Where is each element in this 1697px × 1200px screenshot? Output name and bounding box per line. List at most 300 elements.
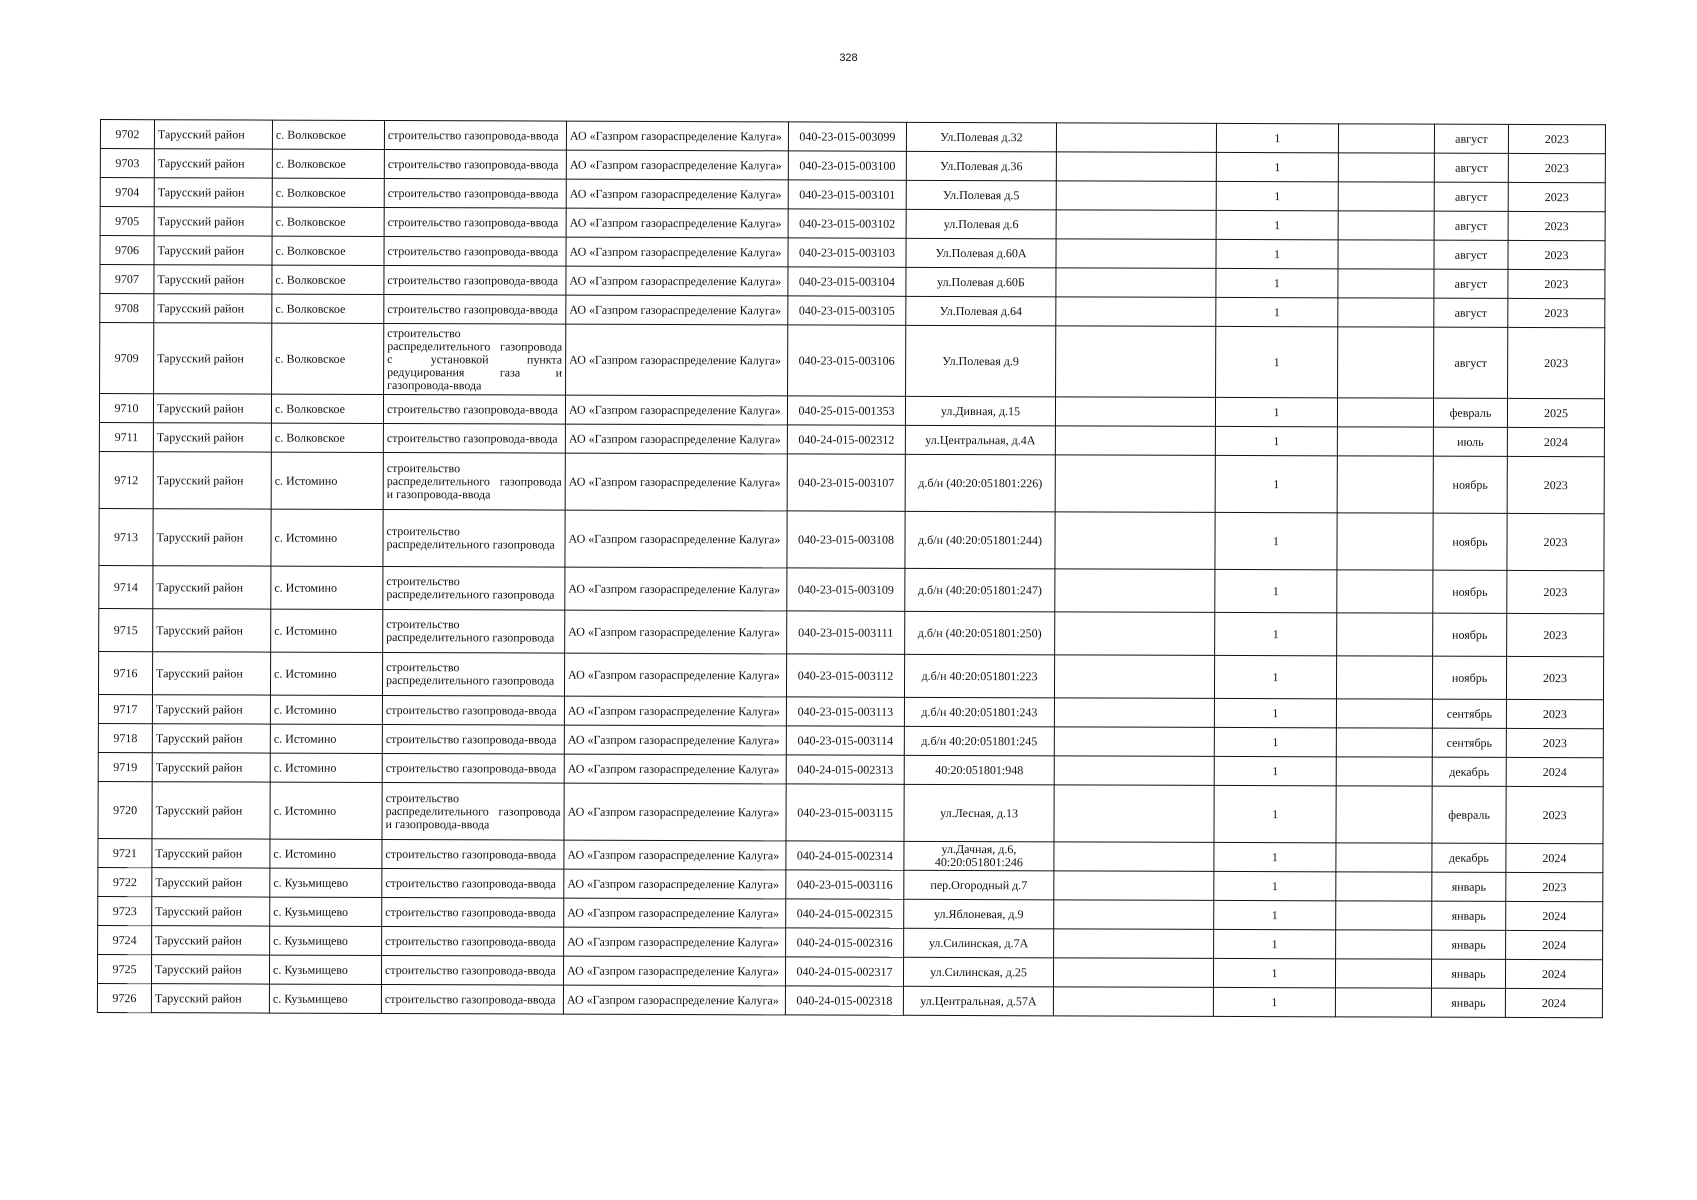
quantity-cell: 1 (1215, 455, 1337, 512)
month-cell: ноябрь (1433, 570, 1507, 613)
work-type-cell: строительство газопровода-ввода (384, 178, 566, 208)
quantity-cell: 1 (1214, 698, 1336, 727)
empty-cell (1338, 153, 1434, 182)
address-cell: д.б/н 40:20:051801:243 (904, 697, 1054, 727)
empty-cell (1054, 785, 1214, 843)
month-cell: февраль (1433, 398, 1507, 427)
year-cell: 2025 (1507, 398, 1604, 427)
quantity-cell: 1 (1214, 842, 1336, 871)
address-cell: Ул.Полевая д.5 (906, 180, 1056, 210)
district-cell: Тарусский район (151, 984, 269, 1013)
empty-cell (1056, 123, 1216, 153)
row-number: 9721 (98, 838, 152, 867)
district-cell: Тарусский район (154, 178, 272, 207)
quantity-cell: 1 (1216, 297, 1338, 326)
settlement-cell: с. Волковское (272, 120, 384, 149)
settlement-cell: с. Волковское (272, 178, 384, 207)
month-cell: сентябрь (1432, 699, 1506, 728)
work-type-cell: строительство газопровода-ввода (382, 695, 564, 725)
quantity-cell: 1 (1216, 123, 1338, 152)
address-cell: Ул.Полевая д.9 (906, 325, 1056, 397)
quantity-cell: 1 (1214, 929, 1336, 958)
month-cell: ноябрь (1433, 613, 1507, 656)
district-cell: Тарусский район (152, 695, 270, 724)
registry-code-cell: 040-24-015-002313 (786, 755, 904, 784)
settlement-cell: с. Волковское (271, 394, 383, 423)
year-cell: 2023 (1506, 728, 1603, 757)
quantity-cell: 1 (1215, 569, 1337, 612)
month-cell: июль (1433, 427, 1507, 456)
organization-cell: АО «Газпром газораспределение Калуга» (566, 121, 788, 151)
month-cell: январь (1431, 988, 1505, 1017)
empty-cell (1055, 569, 1215, 613)
organization-cell: АО «Газпром газораспределение Калуга» (565, 424, 787, 454)
district-cell: Тарусский район (154, 265, 272, 294)
district-cell: Тарусский район (152, 868, 270, 897)
empty-cell (1054, 698, 1214, 728)
settlement-cell: с. Кузьмищево (269, 955, 381, 984)
district-cell: Тарусский район (152, 926, 270, 955)
row-number: 9723 (98, 896, 152, 925)
address-cell: д.б/н (40:20:051801:247) (905, 568, 1055, 612)
quantity-cell: 1 (1214, 871, 1336, 900)
quantity-cell: 1 (1215, 426, 1337, 455)
address-cell: ул.Силинская, д.25 (903, 957, 1053, 987)
empty-cell (1338, 240, 1434, 269)
address-cell: ул.Яблоневая, д.9 (904, 899, 1054, 929)
settlement-cell: с. Истомино (270, 695, 382, 724)
row-number: 9717 (98, 694, 152, 723)
registry-code-cell: 040-23-015-003111 (787, 611, 905, 654)
organization-cell: АО «Газпром газораспределение Калуга» (564, 898, 786, 928)
work-type-cell: строительство газопровода-ввода (382, 839, 564, 869)
address-cell: Ул.Полевая д.60А (906, 238, 1056, 268)
work-type-cell: строительство газопровода-ввода (384, 149, 566, 179)
row-number: 9722 (98, 867, 152, 896)
organization-cell: АО «Газпром газораспределение Калуга» (564, 754, 786, 784)
empty-cell (1338, 211, 1434, 240)
work-type-cell: строительство газопровода-ввода (383, 394, 565, 424)
row-number: 9712 (99, 451, 153, 508)
registry-code-cell: 040-23-015-003116 (786, 870, 904, 899)
empty-cell (1338, 124, 1434, 153)
month-cell: август (1434, 327, 1508, 398)
year-cell: 2024 (1506, 843, 1603, 872)
month-cell: ноябрь (1433, 456, 1507, 513)
registry-code-cell: 040-23-015-003114 (786, 726, 904, 755)
quantity-cell: 1 (1214, 655, 1336, 698)
row-number: 9719 (98, 752, 152, 781)
empty-cell (1056, 239, 1216, 269)
page-number: 328 (839, 52, 858, 64)
organization-cell: АО «Газпром газораспределение Калуга» (566, 237, 788, 267)
empty-cell (1055, 397, 1215, 427)
settlement-cell: с. Волковское (272, 265, 384, 294)
registry-code-cell: 040-24-015-002316 (786, 928, 904, 957)
work-type-cell: строительство газопровода-ввода (384, 207, 566, 237)
settlement-cell: с. Истомино (270, 839, 382, 868)
table-row (99, 451, 1604, 513)
district-cell: Тарусский район (154, 207, 272, 236)
year-cell: 2023 (1506, 656, 1603, 699)
address-cell: д.б/н (40:20:051801:226) (905, 454, 1055, 512)
year-cell: 2023 (1508, 240, 1605, 269)
organization-cell: АО «Газпром газораспределение Калуга» (566, 324, 788, 396)
empty-cell (1337, 398, 1433, 427)
table-row (98, 781, 1603, 843)
settlement-cell: с. Истомино (270, 724, 382, 753)
settlement-cell: с. Кузьмищево (270, 868, 382, 897)
district-cell: Тарусский район (153, 609, 271, 652)
settlement-cell: с. Истомино (270, 652, 382, 695)
empty-cell (1336, 728, 1432, 757)
row-number: 9710 (99, 394, 153, 423)
organization-cell: АО «Газпром газораспределение Калуга» (565, 567, 787, 611)
quantity-cell: 1 (1215, 397, 1337, 426)
address-cell: ул.Дачная, д.6, 40:20:051801:246 (904, 841, 1054, 871)
work-type-cell: строительство газопровода-ввода (381, 955, 563, 985)
settlement-cell: с. Кузьмищево (270, 897, 382, 926)
empty-cell (1054, 756, 1214, 786)
empty-cell (1336, 786, 1432, 843)
address-cell: д.б/н (40:20:051801:250) (905, 611, 1055, 655)
settlement-cell: с. Волковское (271, 423, 383, 452)
district-cell: Тарусский район (152, 753, 270, 782)
empty-cell (1056, 297, 1216, 327)
settlement-cell: с. Истомино (271, 509, 383, 566)
quantity-cell: 1 (1216, 152, 1338, 181)
district-cell: Тарусский район (153, 394, 271, 423)
organization-cell: АО «Газпром газораспределение Калуга» (566, 150, 788, 180)
table-row (100, 323, 1605, 399)
year-cell: 2023 (1506, 872, 1603, 901)
registry-code-cell: 040-23-015-003103 (788, 238, 906, 267)
address-cell: Ул.Полевая д.32 (906, 122, 1056, 152)
month-cell: август (1434, 298, 1508, 327)
month-cell: август (1434, 153, 1508, 182)
month-cell: август (1434, 124, 1508, 153)
work-type-cell: строительство газопровода-ввода (384, 120, 566, 150)
empty-cell (1338, 182, 1434, 211)
month-cell: декабрь (1432, 757, 1506, 786)
district-cell: Тарусский район (154, 120, 272, 149)
empty-cell (1336, 656, 1432, 699)
empty-cell (1053, 958, 1213, 988)
quantity-cell: 1 (1216, 326, 1338, 397)
year-cell: 2023 (1506, 699, 1603, 728)
year-cell: 2023 (1507, 613, 1604, 656)
work-type-cell: строительство распределительного газопровода (383, 609, 565, 653)
quantity-cell: 1 (1214, 727, 1336, 756)
registry-code-cell: 040-23-015-003101 (788, 180, 906, 209)
address-cell: Ул.Полевая д.64 (906, 296, 1056, 326)
row-number: 9718 (98, 723, 152, 752)
organization-cell: АО «Газпром газораспределение Калуга» (564, 725, 786, 755)
month-cell: ноябрь (1432, 656, 1506, 699)
row-number: 9726 (97, 983, 151, 1012)
empty-cell (1337, 570, 1433, 613)
work-type-cell: строительство газопровода-ввода (383, 423, 565, 453)
address-cell: Ул.Полевая д.36 (906, 151, 1056, 181)
year-cell: 2023 (1507, 570, 1604, 613)
registry-code-cell: 040-24-015-002314 (786, 841, 904, 870)
registry-code-cell: 040-24-015-002315 (786, 899, 904, 928)
organization-cell: АО «Газпром газораспределение Калуга» (564, 783, 786, 841)
year-cell: 2023 (1508, 182, 1605, 211)
year-cell: 2023 (1508, 327, 1605, 398)
year-cell: 2024 (1505, 959, 1602, 988)
organization-cell: АО «Газпром газораспределение Калуга» (563, 956, 785, 986)
registry-code-cell: 040-25-015-001353 (787, 396, 905, 425)
table-row (99, 508, 1604, 570)
work-type-cell: строительство газопровода-ввода (382, 897, 564, 927)
empty-cell (1055, 612, 1215, 656)
registry-code-cell: 040-23-015-003112 (786, 654, 904, 697)
address-cell: ул.Силинская, д.7А (904, 928, 1054, 958)
empty-cell (1054, 871, 1214, 901)
settlement-cell: с. Истомино (271, 452, 383, 509)
year-cell: 2023 (1506, 786, 1603, 843)
empty-cell (1056, 152, 1216, 182)
organization-cell: АО «Газпром газораспределение Калуга» (564, 696, 786, 726)
address-cell: 40:20:051801:948 (904, 755, 1054, 785)
settlement-cell: с. Волковское (272, 149, 384, 178)
registry-code-cell: 040-23-015-003100 (788, 151, 906, 180)
row-number: 9720 (98, 781, 152, 838)
organization-cell: АО «Газпром газораспределение Калуга» (563, 985, 785, 1015)
address-cell: ул.Дивная, д.15 (905, 396, 1055, 426)
empty-cell (1337, 456, 1433, 513)
month-cell: август (1434, 211, 1508, 240)
registry-code-cell: 040-23-015-003113 (786, 697, 904, 726)
registry-code-cell: 040-24-015-002317 (785, 957, 903, 986)
quantity-cell: 1 (1213, 958, 1335, 987)
row-number: 9705 (100, 207, 154, 236)
empty-cell (1336, 699, 1432, 728)
row-number: 9724 (98, 925, 152, 954)
organization-cell: АО «Газпром газораспределение Калуга» (566, 295, 788, 325)
row-number: 9703 (100, 149, 154, 178)
organization-cell: АО «Газпром газораспределение Калуга» (566, 179, 788, 209)
registry-code-cell: 040-23-015-003107 (787, 454, 905, 511)
gasification-register-table (97, 119, 1606, 1018)
settlement-cell: с. Волковское (272, 294, 384, 323)
district-cell: Тарусский район (152, 652, 270, 695)
organization-cell: АО «Газпром газораспределение Калуга» (566, 208, 788, 238)
work-type-cell: строительство распределительного газопровода (383, 566, 565, 610)
empty-cell (1056, 326, 1216, 398)
year-cell: 2024 (1506, 930, 1603, 959)
organization-cell: АО «Газпром газораспределение Калуга» (564, 927, 786, 957)
address-cell: ул.Полевая д.60Б (906, 267, 1056, 297)
row-number: 9713 (99, 508, 153, 565)
quantity-cell: 1 (1213, 987, 1335, 1016)
row-number: 9709 (100, 323, 154, 394)
year-cell: 2023 (1508, 124, 1605, 153)
settlement-cell: с. Волковское (272, 207, 384, 236)
quantity-cell: 1 (1216, 181, 1338, 210)
work-type-cell: строительство распределительного газопровода (382, 652, 564, 696)
settlement-cell: с. Волковское (272, 323, 384, 394)
address-cell: д.б/н (40:20:051801:244) (905, 511, 1055, 569)
empty-cell (1336, 901, 1432, 930)
year-cell: 2024 (1506, 901, 1603, 930)
work-type-cell: строительство газопровода-ввода (382, 724, 564, 754)
registry-code-cell: 040-23-015-003108 (787, 511, 905, 568)
row-number: 9711 (99, 422, 153, 451)
row-number: 9715 (99, 608, 153, 651)
empty-cell (1054, 842, 1214, 872)
district-cell: Тарусский район (154, 294, 272, 323)
work-type-cell: строительство газопровода-ввода (382, 753, 564, 783)
empty-cell (1054, 727, 1214, 757)
settlement-cell: с. Истомино (271, 609, 383, 652)
quantity-cell: 1 (1214, 756, 1336, 785)
registry-code-cell: 040-23-015-003105 (788, 296, 906, 325)
row-number: 9706 (100, 236, 154, 265)
registry-code-cell: 040-23-015-003106 (788, 325, 906, 396)
work-type-cell: строительство распределительного газопровода (383, 509, 565, 567)
registry-code-cell: 040-23-015-003099 (788, 122, 906, 151)
settlement-cell: с. Кузьмищево (270, 926, 382, 955)
district-cell: Тарусский район (154, 236, 272, 265)
year-cell: 2024 (1507, 427, 1604, 456)
empty-cell (1055, 512, 1215, 570)
quantity-cell: 1 (1215, 612, 1337, 655)
table-row (98, 651, 1603, 699)
quantity-cell: 1 (1216, 210, 1338, 239)
work-type-cell: строительство распределительного газопровода и газопровода-ввода (382, 782, 564, 840)
row-number: 9702 (100, 120, 154, 149)
organization-cell: АО «Газпром газораспределение Калуга» (565, 453, 787, 511)
settlement-cell: с. Волковское (272, 236, 384, 265)
year-cell: 2023 (1508, 269, 1605, 298)
table-row (99, 565, 1604, 613)
quantity-cell: 1 (1214, 785, 1336, 842)
row-number: 9714 (99, 565, 153, 608)
table-row (97, 983, 1602, 1017)
work-type-cell: строительство газопровода-ввода (381, 984, 563, 1014)
district-cell: Тарусский район (152, 897, 270, 926)
organization-cell: АО «Газпром газораспределение Калуга» (564, 869, 786, 899)
district-cell: Тарусский район (152, 782, 270, 839)
district-cell: Тарусский район (153, 509, 271, 566)
empty-cell (1056, 268, 1216, 298)
table-row (99, 608, 1604, 656)
district-cell: Тарусский район (153, 423, 271, 452)
district-cell: Тарусский район (154, 149, 272, 178)
empty-cell (1336, 843, 1432, 872)
empty-cell (1056, 181, 1216, 211)
quantity-cell: 1 (1216, 239, 1338, 268)
registry-code-cell: 040-23-015-003102 (788, 209, 906, 238)
empty-cell (1337, 613, 1433, 656)
work-type-cell: строительство распределительного газопровода и газопровода-ввода (383, 452, 565, 510)
registry-code-cell: 040-23-015-003115 (786, 784, 904, 841)
work-type-cell: строительство газопровода-ввода (384, 236, 566, 266)
empty-cell (1337, 427, 1433, 456)
district-cell: Тарусский район (153, 452, 271, 509)
row-number: 9707 (100, 265, 154, 294)
month-cell: сентябрь (1432, 728, 1506, 757)
settlement-cell: с. Истомино (271, 566, 383, 609)
work-type-cell: строительство газопровода-ввода (384, 265, 566, 295)
empty-cell (1338, 269, 1434, 298)
empty-cell (1054, 900, 1214, 930)
empty-cell (1055, 426, 1215, 456)
empty-cell (1055, 455, 1215, 513)
row-number: 9716 (98, 651, 152, 694)
month-cell: февраль (1432, 786, 1506, 843)
settlement-cell: с. Истомино (270, 782, 382, 839)
address-cell: ул.Центральная, д.57А (903, 986, 1053, 1016)
month-cell: август (1434, 182, 1508, 211)
address-cell: пер.Огородный д.7 (904, 870, 1054, 900)
register-body (97, 120, 1605, 1018)
year-cell: 2023 (1508, 153, 1605, 182)
month-cell: январь (1432, 901, 1506, 930)
organization-cell: АО «Газпром газораспределение Калуга» (564, 840, 786, 870)
month-cell: август (1434, 240, 1508, 269)
district-cell: Тарусский район (154, 323, 272, 394)
organization-cell: АО «Газпром газораспределение Калуга» (565, 610, 787, 654)
work-type-cell: строительство распределительного газопровода с установкой пункта редуцирования газа и газопровода-ввода (384, 323, 566, 395)
empty-cell (1336, 930, 1432, 959)
district-cell: Тарусский район (153, 566, 271, 609)
address-cell: д.б/н 40:20:051801:223 (904, 654, 1054, 698)
quantity-cell: 1 (1214, 900, 1336, 929)
address-cell: д.б/н 40:20:051801:245 (904, 726, 1054, 756)
month-cell: ноябрь (1433, 513, 1507, 570)
row-number: 9704 (100, 178, 154, 207)
district-cell: Тарусский район (152, 839, 270, 868)
year-cell: 2024 (1506, 757, 1603, 786)
empty-cell (1054, 929, 1214, 959)
empty-cell (1337, 513, 1433, 570)
empty-cell (1054, 655, 1214, 699)
empty-cell (1056, 210, 1216, 240)
registry-code-cell: 040-24-015-002318 (785, 986, 903, 1015)
month-cell: январь (1432, 930, 1506, 959)
district-cell: Тарусский район (152, 724, 270, 753)
address-cell: ул.Центральная, д.4А (905, 425, 1055, 455)
empty-cell (1338, 298, 1434, 327)
organization-cell: АО «Газпром газораспределение Калуга» (565, 395, 787, 425)
work-type-cell: строительство газопровода-ввода (384, 294, 566, 324)
organization-cell: АО «Газпром газораспределение Калуга» (566, 266, 788, 296)
settlement-cell: с. Истомино (270, 753, 382, 782)
settlement-cell: с. Кузьмищево (269, 984, 381, 1013)
empty-cell (1335, 959, 1431, 988)
month-cell: январь (1432, 872, 1506, 901)
address-cell: ул.Лесная, д.13 (904, 784, 1054, 842)
row-number: 9708 (100, 294, 154, 323)
empty-cell (1338, 327, 1434, 398)
address-cell: ул.Полевая д.6 (906, 209, 1056, 239)
empty-cell (1336, 757, 1432, 786)
year-cell: 2023 (1508, 211, 1605, 240)
month-cell: декабрь (1432, 843, 1506, 872)
month-cell: август (1434, 269, 1508, 298)
empty-cell (1336, 872, 1432, 901)
work-type-cell: строительство газопровода-ввода (382, 868, 564, 898)
month-cell: январь (1431, 959, 1505, 988)
empty-cell (1335, 988, 1431, 1017)
organization-cell: АО «Газпром газораспределение Калуга» (565, 510, 787, 568)
quantity-cell: 1 (1215, 512, 1337, 569)
row-number: 9725 (97, 954, 151, 983)
organization-cell: АО «Газпром газораспределение Калуга» (564, 653, 786, 697)
